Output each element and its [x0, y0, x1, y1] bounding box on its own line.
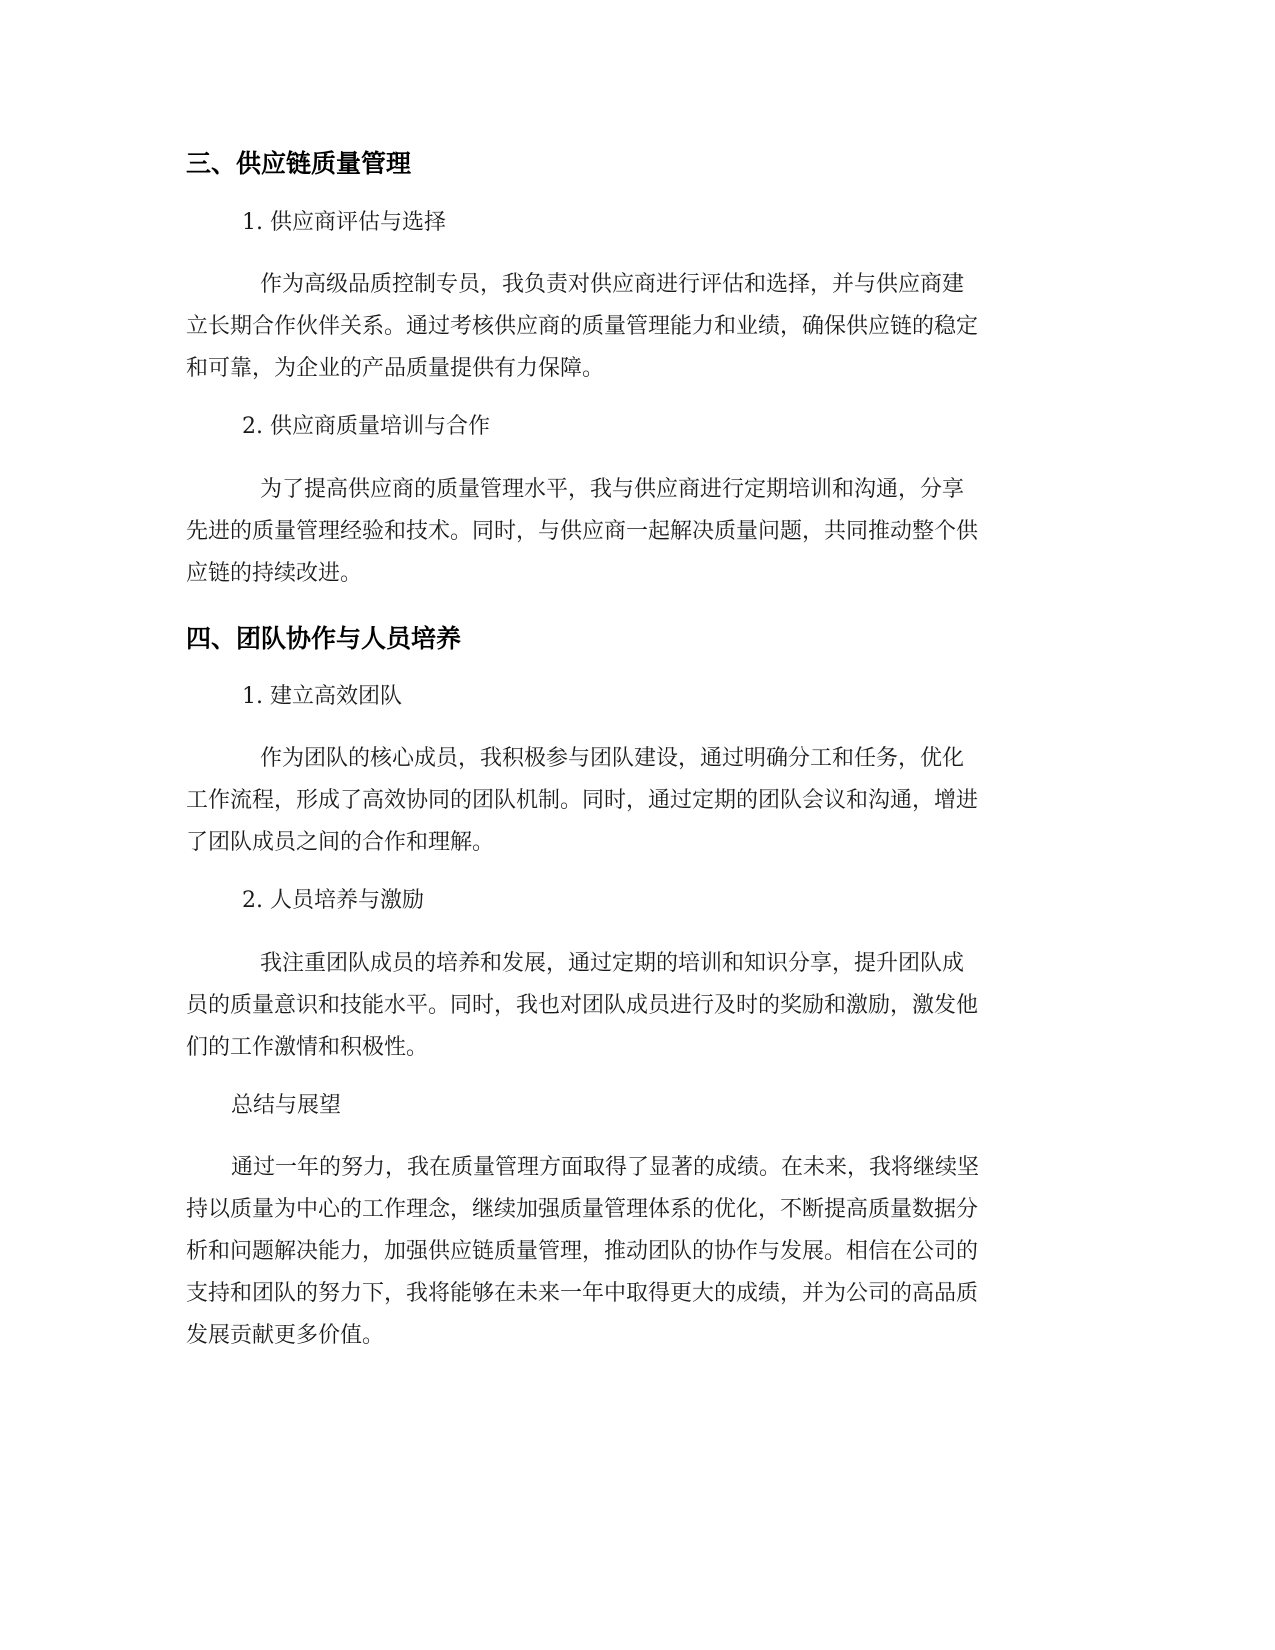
paragraph-line: 员的质量意识和技能水平。同时，我也对团队成员进行及时的奖励和激励，激发他: [186, 993, 979, 1018]
paragraph-line: 通过一年的努力，我在质量管理方面取得了显著的成绩。在未来，我将继续坚: [231, 1155, 980, 1180]
paragraph-supplier-training: [186, 469, 1086, 595]
paragraph-line: 发展贡献更多价值。: [186, 1323, 385, 1348]
subheading-supplier-training: 2. 供应商质量培训与合作: [242, 414, 490, 439]
paragraph-summary: [186, 1147, 1086, 1357]
paragraph-line: 我注重团队成员的培养和发展，通过定期的培训和知识分享，提升团队成: [260, 951, 965, 976]
paragraph-line: 了团队成员之间的合作和理解。: [186, 830, 495, 855]
paragraph-line: 支持和团队的努力下，我将能够在未来一年中取得更大的成绩，并为公司的高品质: [186, 1281, 979, 1306]
subheading-supplier-evaluation: 1. 供应商评估与选择: [242, 210, 446, 235]
section-heading-teamwork: 四、团队协作与人员培养: [186, 624, 462, 653]
subheading-efficient-team: 1. 建立高效团队: [242, 684, 402, 709]
paragraph-line: 立长期合作伙伴关系。通过考核供应商的质量管理能力和业绩，确保供应链的稳定: [186, 314, 979, 339]
paragraph-supplier-evaluation: [186, 264, 1086, 390]
paragraph-line: 和可靠，为企业的产品质量提供有力保障。: [186, 356, 605, 381]
paragraph-efficient-team: [186, 738, 1086, 864]
paragraph-line: 们的工作激情和积极性。: [186, 1035, 429, 1060]
paragraph-line: 应链的持续改进。: [186, 561, 363, 586]
subheading-staff-development: 2. 人员培养与激励: [242, 888, 424, 913]
paragraph-line: 为了提高供应商的质量管理水平，我与供应商进行定期培训和沟通，分享: [260, 477, 965, 502]
summary-title: 总结与展望: [231, 1093, 342, 1118]
section-heading-supply-chain: 三、供应链质量管理: [186, 149, 412, 178]
paragraph-line: 析和问题解决能力，加强供应链质量管理，推动团队的协作与发展。相信在公司的: [186, 1239, 979, 1264]
paragraph-staff-development: [186, 943, 1086, 1069]
paragraph-line: 工作流程，形成了高效协同的团队机制。同时，通过定期的团队会议和沟通，增进: [186, 788, 979, 813]
paragraph-line: 先进的质量管理经验和技术。同时，与供应商一起解决质量问题，共同推动整个供: [186, 519, 979, 544]
paragraph-line: 持以质量为中心的工作理念，继续加强质量管理体系的优化，不断提高质量数据分: [186, 1197, 979, 1222]
paragraph-line: 作为高级品质控制专员，我负责对供应商进行评估和选择，并与供应商建: [260, 272, 965, 297]
paragraph-line: 作为团队的核心成员，我积极参与团队建设，通过明确分工和任务，优化: [260, 746, 965, 771]
